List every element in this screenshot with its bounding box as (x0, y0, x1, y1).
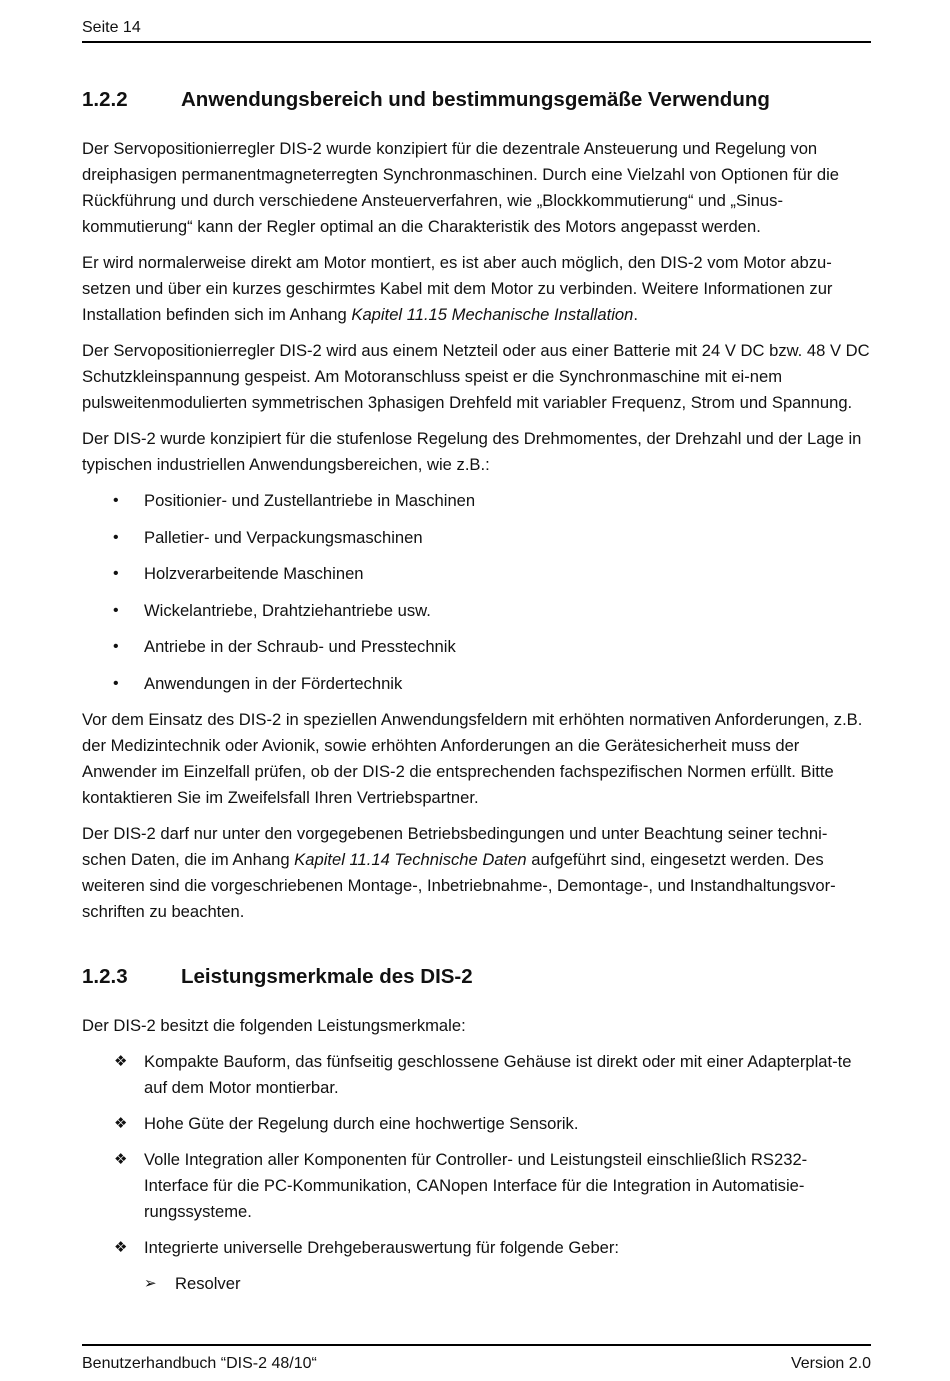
list-item-text: Kompakte Bauform, das fünfseitig geschlossene Gehäuse ist direkt oder mit einer Adapterplat-te auf dem Motor montierbar. (144, 1052, 852, 1097)
paragraph: Vor dem Einsatz des DIS-2 in speziellen Anwendungsfeldern mit erhöhten normativen Anforderungen, z.B. der Medizintechnik oder Avionik, sowie erhöhten Anforderungen an die Gerätesicherheit muss der Anwender im Einzelfall prüfen, ob der DIS-2 die entsprechenden fachspezifischen Normen erfüllt. Bitte kontaktieren Sie im Zweifelsfall Ihren Vertriebspartner. (82, 710, 863, 807)
page-footer (82, 1344, 871, 1381)
list-item-text: Holzverarbeitende Maschinen (144, 564, 364, 583)
list-item (82, 598, 871, 624)
list-item (82, 634, 871, 660)
list-item (82, 1049, 871, 1101)
document-body (82, 84, 871, 1297)
list-item (82, 1235, 871, 1261)
paragraph-installation (82, 250, 871, 328)
list-item-text: Antriebe in der Schraub- und Presstechnik (144, 637, 456, 656)
page-header (82, 16, 871, 43)
list-item (82, 525, 871, 551)
arrow-bullet-icon: ➢ (144, 1275, 157, 1292)
diamond-bullet-icon: ❖ (114, 1053, 128, 1070)
application-list (82, 488, 871, 697)
bullet-icon: • (113, 601, 119, 619)
page-number: Seite 14 (82, 19, 141, 36)
list-item-text: Palletier- und Verpackungsmaschinen (144, 527, 423, 547)
list-item (82, 1147, 871, 1225)
paragraph-text: . (633, 305, 638, 324)
list-item (82, 488, 871, 514)
paragraph: Der Servopositionierregler DIS-2 wurde konzipiert für die dezentrale Ansteuerung und Regelung von dreiphasigen permanentmagneterregten Synchronmaschinen. Durch eine Vielzahl von Optionen für die Rückführung und durch verschiedene Ansteuerverfahren, wie „Blockkommutierung“ und „Sinus-kommutierung“ kann der Regler optimal an die Charakteristik des Motors angepasst werden. (82, 139, 840, 236)
chapter-reference: Kapitel 11.15 Mechanische Installation (351, 305, 634, 324)
paragraph-text: aufgeführt sind, eingesetzt werden. Des weiteren sind die vorgeschriebenen Montage-, Inbetriebnahme-, Demontage-, und Instandhaltungsvor-schriften zu beachten. (82, 850, 836, 921)
manual-title: Benutzerhandbuch “DIS-2 48/10“ (82, 1355, 317, 1372)
bullet-icon: • (113, 528, 119, 546)
section-number: 1.2.2 (82, 88, 128, 111)
paragraph-text: Er wird normalerweise direkt am Motor montiert, es ist aber auch möglich, den DIS-2 vom Motor abzu-setzen und über ein kurzes geschirmtes Kabel mit dem Motor zu verbinden. Weitere Informationen zur Installation befinden sich im Anhang (82, 253, 833, 324)
list-item-text: Hohe Güte der Regelung durch eine hochwertige Sensorik. (144, 1114, 579, 1133)
list-item-text: Integrierte universelle Drehgeberauswertung für folgende Geber: (144, 1238, 620, 1257)
paragraph-text: Der DIS-2 darf nur unter den vorgegebenen Betriebsbedingungen und unter Beachtung seiner techni-schen Daten, die im Anhang (82, 824, 828, 869)
list-item (82, 671, 871, 697)
feature-list (82, 1049, 871, 1261)
bullet-icon: • (113, 638, 119, 655)
list-item-text: Anwendungen in der Fördertechnik (144, 673, 403, 693)
diamond-bullet-icon: ❖ (114, 1115, 128, 1132)
encoder-list (82, 1271, 871, 1297)
section-title: Anwendungsbereich und bestimmungsgemäße Verwendung (181, 88, 770, 111)
section-heading-1-2-3 (82, 961, 871, 993)
bullet-icon: • (113, 492, 119, 509)
list-item-text: Resolver (175, 1274, 241, 1293)
paragraph: Der Servopositionierregler DIS-2 wird aus einem Netzteil oder aus einer Batterie mit 24 V DC bzw. 48 V DC Schutzkleinspannung gespeist. Am Motoranschluss speist er die Synchronmaschine mit ei-nem pulsweitenmodulierten symmetrischen 3phasigen Drehfeld mit variabler Frequenz, Strom und Spannung. (82, 341, 870, 412)
list-item-text: Volle Integration aller Komponenten für Controller- und Leistungsteil einschließlich RS232-Interface für die PC-Kommunikation, CANopen Interface für die Integration in Automatisie-rungssysteme. (144, 1150, 808, 1221)
list-item (82, 561, 871, 587)
version-label: Version 2.0 (790, 1355, 871, 1372)
paragraph: Der DIS-2 besitzt die folgenden Leistungsmerkmale: (82, 1016, 466, 1035)
bullet-icon: • (113, 674, 119, 692)
section-number: 1.2.3 (82, 965, 128, 988)
list-item (82, 1271, 871, 1297)
section-heading-1-2-2 (82, 84, 871, 116)
list-item-text: Wickelantriebe, Drahtziehantriebe usw. (144, 600, 431, 620)
paragraph: Der DIS-2 wurde konzipiert für die stufenlose Regelung des Drehmomentes, der Drehzahl und der Lage in typischen industriellen Anwendungsbereichen, wie z.B.: (82, 429, 862, 474)
diamond-bullet-icon: ❖ (114, 1239, 128, 1256)
list-item (82, 1111, 871, 1137)
chapter-reference: Kapitel 11.14 Technische Daten (294, 850, 527, 869)
section-title: Leistungsmerkmale des DIS-2 (181, 965, 473, 988)
bullet-icon: • (113, 565, 119, 582)
diamond-bullet-icon: ❖ (114, 1151, 128, 1168)
list-item-text: Positionier- und Zustellantriebe in Maschinen (144, 491, 476, 510)
paragraph-technical-data (82, 821, 871, 925)
